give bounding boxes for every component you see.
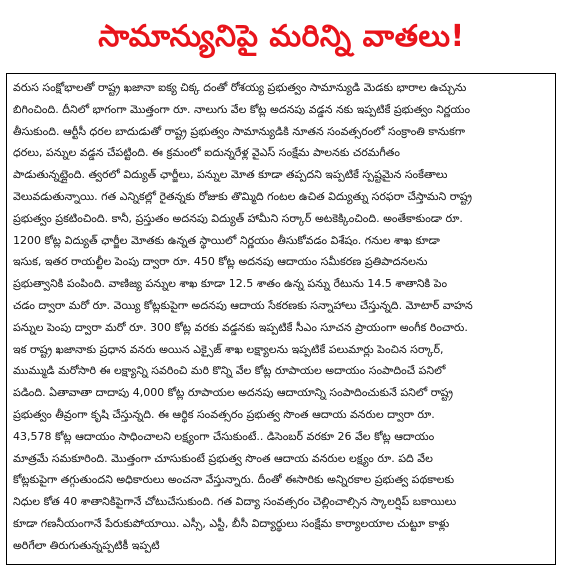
body-line: 1200 కోట్ల విద్యుత్ ఛార్జీల మోతకు ఉన్నత స్థాయిలో నిర్ణయం తీసుకోవడం విశేషం. గనుల శాఖ కూడా bbox=[13, 233, 440, 247]
body-line: బిగించింది. దీనిలో భాగంగా మొత్తంగా రూ. నాలుగు వేల కోట్ల అదనపు వడ్డన నకు ఇప్పటికే ప్రభుత్వం నిర్ణయం bbox=[13, 102, 471, 116]
body-line: ప్రభుత్వానికి పంపింది. వాణిజ్య పన్నుల శాఖ కూడా 12.5 శాతం ఉన్న పన్ను రేటును 14.5 శాతానికి పెం bbox=[13, 277, 448, 291]
body-line: చడం ద్వారా మరో రూ. వెయ్యి కోట్లకుపైగా అదనపు ఆదాయ సేకరణకు సన్నాహాలు చేస్తున్నది. మోటార్ వాహన bbox=[13, 298, 473, 312]
article-body bbox=[6, 73, 556, 565]
body-line: మాత్రమే సమకూరింది. మొత్తంగా చూసుకుంటే ప్రభుత్వ సొంత ఆదాయ వనరుల లక్ష్యం రూ. పది వేల bbox=[13, 451, 433, 465]
body-line: పన్నుల పెంపు ద్వారా మరో రూ. 300 కోట్ల వరకు వడ్డనకు ఇప్పటికే సీఎం సూచన ప్రాయంగా అంగీక రించారు. bbox=[13, 320, 468, 334]
body-line: 43,578 కోట్ల ఆదాయం సాధించాలని లక్ష్యంగా చేసుకుంటే.. డిసెంబర్ వరకూ 26 వేల కోట్ల ఆదాయం bbox=[13, 429, 435, 443]
body-line: కూడా గణనీయంగానే పేరుకుపోయాయి. ఎస్సీ, ఎస్టీ, బీసీ విద్యార్థులు సంక్షేమ కార్యాలయాల చుట్టూ కాళ్లు bbox=[13, 516, 450, 530]
body-line: తీసుకుంది. ఆర్టీసీ ధరల బాదుడుతో రాష్ట్ర ప్రభుత్వం సామాన్యుడికి నూతన సంవత్సరంలో సంక్రాంతి కానుకగా bbox=[13, 124, 465, 138]
body-line: ఇక రాష్ట్ర ఖజానాకు ప్రధాన వనరు అయిన ఎక్సైజ్ శాఖ లక్ష్యాలను ఇప్పటికే పలుమార్లు పెంచిన సర్కార్, bbox=[13, 342, 444, 356]
body-line: కోట్లకుపైగా తగ్గుతుందని అధికారులు అంచనా వేస్తున్నారు. దీంతో ఈసారికు అన్నిరకాల ప్రభుత్వ పథకాలకు bbox=[13, 473, 455, 487]
body-line: పాడుతున్నట్లైంది. త్వరలో విద్యుత్ ఛార్జీలు, పన్నుల మోత కూడా తప్పదని ఇప్పటికే స్పష్టమైన సంకేతాలు bbox=[13, 168, 448, 182]
body-line: అరిగేలా తిరుగుతున్నప్పటికీ ఇప్పటి bbox=[13, 538, 160, 552]
body-line: వరుస సంక్షోభాలతో రాష్ట్ర ఖజానా ఐక్య చిక్క దంతో రోశయ్య ప్రభుత్వం సామాన్యుడి మెడకు భారాల ఉచ్చును bbox=[13, 81, 467, 94]
body-line: ప్రభుత్వం ప్రకటించింది. కానీ, ప్రస్తుతం అదనపు విద్యుత్ హామీని సర్కార్ అటకెక్కించింది. అంతేకాకుండా రూ. bbox=[13, 211, 463, 225]
article-headline: సామాన్యునిపై మరిన్ని వాతలు! bbox=[98, 19, 465, 54]
body-line: నిధుల కోత 40 శాతానికిపైగానే చోటుచేసుకుంది. గత విద్యా సంవత్సరం చెల్లించాల్సిన స్కాలర్షిప్ బకాయిలు bbox=[13, 495, 457, 509]
body-line: ప్రభుత్వం తీవ్రంగా కృషి చేస్తున్నది. ఈ ఆర్థిక సంవత్సరం ప్రభుత్వ సొంత ఆదాయ వనరుల ద్వారా రూ. bbox=[13, 407, 435, 421]
body-line: ముమ్ముడి మరోసారి ఈ లక్ష్యాన్ని సవరించి మరి కొన్ని వేల కోట్ల రూపాయల అదాయం సంపాదించే పనిలో bbox=[13, 364, 446, 378]
body-line: ధరలు, పన్నుల వడ్డన చేపట్టింది. ఈ క్రమంలో ఐదున్నరేళ్ల వైఎస్ సంక్షేమ పాలనకు చరమగీతం bbox=[13, 146, 400, 160]
body-line: ఇసుక, ఇతర రాయల్టీల పెంపు ద్వారా రూ. 450 కోట్ల అదనపు ఆదాయం సమీకరణ ప్రతిపాదనలను bbox=[13, 255, 428, 269]
body-line: పడింది. ఏతావాతా దాదాపు 4,000 కోట్ల రూపాయల అదనపు ఆదాయాన్ని సంపాదించుకునే పనిలో రాష్ట్ర bbox=[13, 386, 453, 400]
body-line: వెలువడుతున్నాయి. గత ఎన్నికల్లో రైతన్నకు రోజుకు తొమ్మిది గంటల ఉచిత విద్యుత్ను సరఫరా చేస్తామని రాష్ట్ర bbox=[13, 189, 473, 203]
